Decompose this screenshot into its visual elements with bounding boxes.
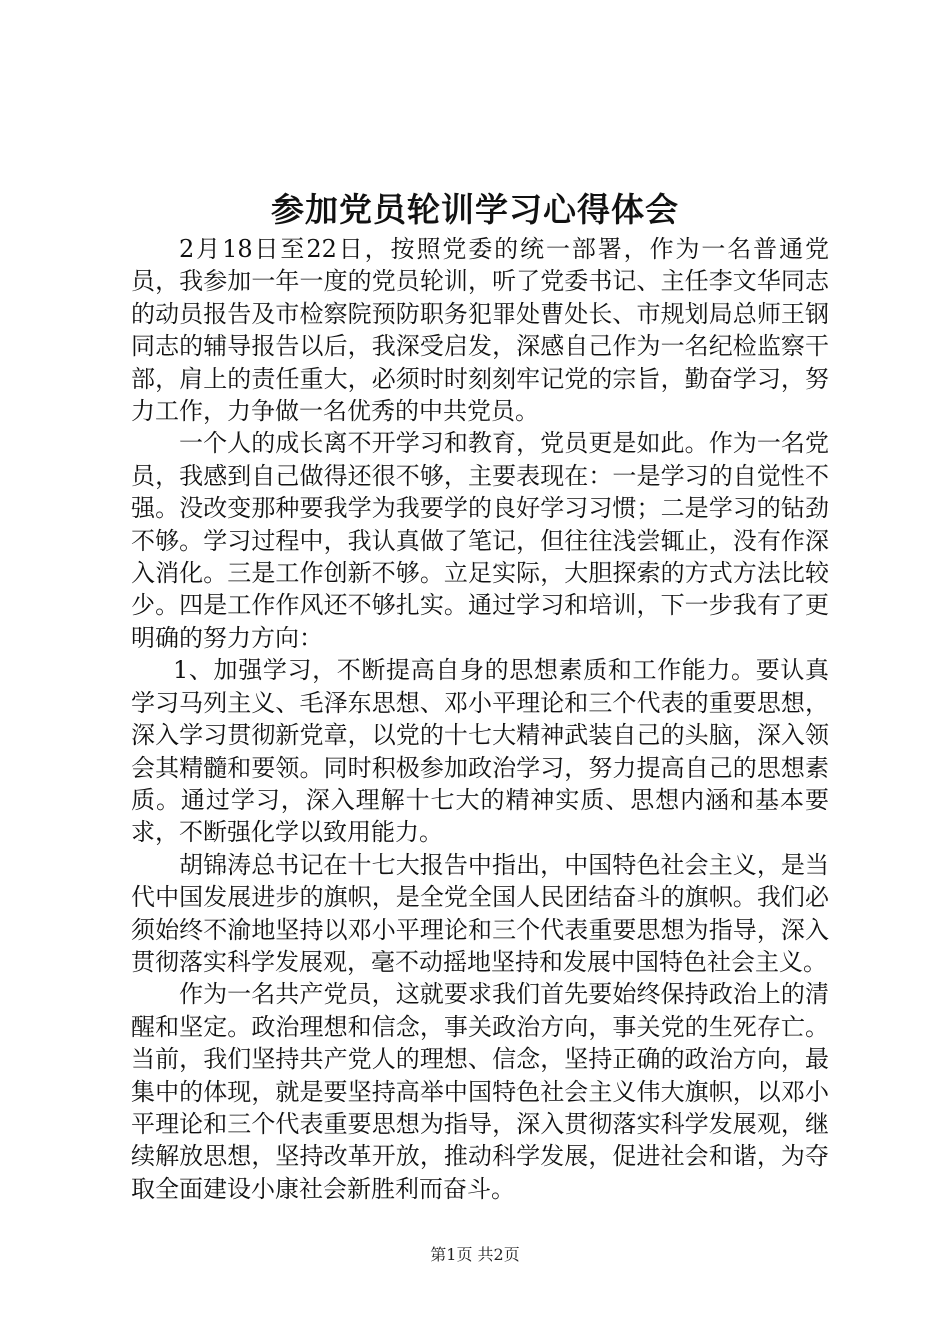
paragraph-political-firmness: 作为一名共产党员，这就要求我们首先要始终保持政治上的清醒和坚定。政治理想和信念，事关政治方向，事关党的生死存亡。当前，我们坚持共产党人的理想、信念，坚持正确的政治方向，最集中的体现，就是要坚持高举中国特色社会主义伟大旗帜，以邓小平理论和三个代表重要思想为指导，深入贯彻落实科学发展观，继续解放思想，坚持改革开放，推动科学发展，促进社会和谐，为夺取全面建设小康社会新胜利而奋斗。 [131, 980, 829, 1203]
paragraph-strengthen-study: 1、加强学习，不断提高自身的思想素质和工作能力。要认真学习马列主义、毛泽东思想、邓小平理论和三个代表的重要思想，深入学习贯彻新党章，以党的十七大精神武装自己的头脑，深入领会其精髓和要领。同时积极参加政治学习，努力提高自己的思想素质。通过学习，深入理解十七大的精神实质、思想内涵和基本要求，不断强化学以致用能力。 [131, 656, 829, 847]
paragraph-congress-report: 胡锦涛总书记在十七大报告中指出，中国特色社会主义，是当代中国发展进步的旗帜，是全党全国人民团结奋斗的旗帜。我们必须始终不渝地坚持以邓小平理论和三个代表重要思想为指导，深入贯彻落实科学发展观，毫不动摇地坚持和发展中国特色社会主义。 [131, 850, 829, 976]
document-title: 参加党员轮训学习心得体会 [271, 190, 679, 229]
paragraph-training-intro: 2月18日至22日，按照党委的统一部署，作为一名普通党员，我参加一年一度的党员轮训，听了党委书记、主任李文华同志的动员报告及市检察院预防职务犯罪处曹处长、市规划局总师王钢同志的辅导报告以后，我深受启发，深感自己作为一名纪检监察干部，肩上的责任重大，必须时时刻刻牢记党的宗旨，勤奋学习，努力工作，力争做一名优秀的中共党员。 [131, 235, 829, 426]
paragraph-self-assessment: 一个人的成长离不开学习和教育，党员更是如此。作为一名党员，我感到自己做得还很不够，主要表现在：一是学习的自觉性不强。没改变那种要我学为我要学的良好学习习惯；二是学习的钻劲不够。学习过程中，我认真做了笔记，但往往浅尝辄止，没有作深入消化。三是工作创新不够。立足实际，大胆探索的方式方法比较少。四是工作作风还不够扎实。通过学习和培训，下一步我有了更明确的努力方向： [131, 429, 829, 652]
page-number-footer: 第1页 共2页 [430, 1245, 520, 1264]
document-body [131, 233, 829, 1205]
